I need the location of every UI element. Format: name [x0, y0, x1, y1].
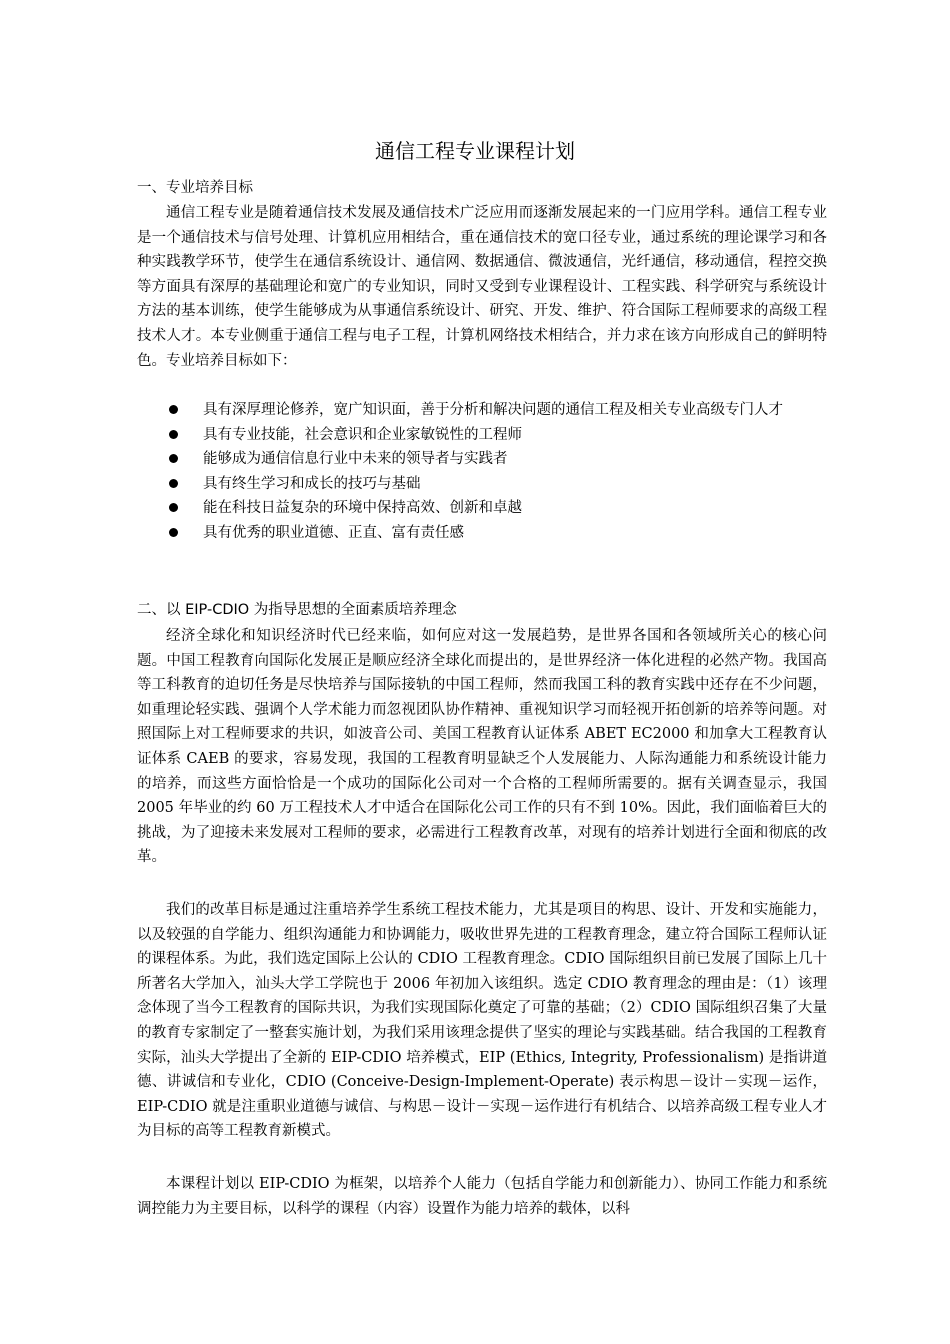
bullet-item — [137, 423, 827, 448]
bullet-dot-icon — [169, 528, 178, 537]
bullet-dot-icon — [169, 430, 178, 439]
document-title: 通信工程专业课程计划 — [375, 139, 575, 163]
bullet-text: 具有深厚理论修养，宽广知识面，善于分析和解决问题的通信工程及相关专业高级专门人才 — [203, 402, 783, 418]
bullet-dot-icon — [169, 454, 178, 463]
bullet-text: 具有专业技能，社会意识和企业家敏锐性的工程师 — [203, 426, 522, 443]
bullet-item — [137, 472, 827, 497]
section-heading-objectives: 一、专业培养目标 — [137, 180, 253, 196]
eip-cdio-paragraph-2: 我们的改革目标是通过注重培养学生系统工程技术能力，尤其是项目的构思、设计、开发和实施能力，以及较强的自学能力、组织沟通能力和协调能力，吸收世界先进的工程教育理念，建立符合国际工程师认证的课程体系。为此，我们选定国际上公认的 CDIO 工程教育理念。CDIO 国际组织目前已发展了国际上几十所著名大学加入，汕头大学工学院也于 2006 年初加入该组织。选定 CDIO 教育理念的理由是：（1）该理念体现了当今工程教育的国际共识，为我们实现国际化奠定了可靠的基础；（2）CDIO 国际组织召集了大量的教育专家制定了一整套实施计划，为我们采用该理念提供了坚实的理论与实践基础。结合我国的工程教育实际，汕头大学提出了全新的 EIP-CDIO 培养模式，EIP (Ethics, Integrity, Professionalism) 是指讲道德、讲诚信和专业化，CDIO (Conceive-Design-Implement-Operate) 表示构思－设计－实现－运作，EIP-CDIO 就是注重职业道德与诚信、与构思－设计－实现－运作进行有机结合、以培养高级工程专业人才为目标的高等工程教育新模式。 — [137, 902, 827, 1140]
objectives-paragraph: 通信工程专业是随着通信技术发展及通信技术广泛应用而逐渐发展起来的一门应用学科。通信工程专业是一个通信技术与信号处理、计算机应用相结合，重在通信技术的宽口径专业，通过系统的理论课学习和各种实践教学环节，使学生在通信系统设计、通信网、数据通信、微波通信，光纤通信，移动通信，程控交换等方面具有深厚的基础理论和宽广的专业知识，同时又受到专业课程设计、工程实践、科学研究与系统设计方法的基本训练，使学生能够成为从事通信系统设计、研究、开发、维护、符合国际工程师要求的高级工程技术人才。本专业侧重于通信工程与电子工程，计算机网络技术相结合，并力求在该方向形成自己的鲜明特色。专业培养目标如下： — [137, 205, 827, 369]
bullet-text: 能在科技日益复杂的环境中保持高效、创新和卓越 — [203, 500, 522, 517]
bullet-text: 能够成为通信信息行业中未来的领导者与实践者 — [203, 451, 508, 468]
eip-cdio-paragraph-3: 本课程计划以 EIP-CDIO 为框架，以培养个人能力（包括自学能力和创新能力）、协同工作能力和系统调控能力为主要目标，以科学的课程（内容）设置作为能力培养的载体，以科 — [137, 1176, 827, 1217]
bullet-item — [137, 496, 827, 521]
bullet-dot-icon — [169, 503, 178, 512]
eip-cdio-paragraph-1: 经济全球化和知识经济时代已经来临，如何应对这一发展趋势，是世界各国和各领域所关心的核心问题。中国工程教育向国际化发展正是顺应经济全球化而提出的，是世界经济一体化进程的必然产物。我国高等工科教育的迫切任务是尽快培养与国际接轨的中国工程师，然而我国工科的教育实践中还存在不少问题，如重理论轻实践、强调个人学术能力而忽视团队协作精神、重视知识学习而轻视开拓创新的培养等问题。对照国际上对工程师要求的共识，如波音公司、美国工程教育认证体系 ABET EC2000 和加拿大工程教育认证体系 CAEB 的要求，容易发现，我国的工程教育明显缺乏个人发展能力、人际沟通能力和系统设计能力的培养，而这些方面恰恰是一个成功的国际化公司对一个合格的工程师所需要的。据有关调查显示，我国 2005 年毕业的约 60 万工程技术人才中适合在国际化公司工作的只有不到 10%。因此，我们面临着巨大的挑战，为了迎接未来发展对工程师的要求，必需进行工程教育改革，对现有的培养计划进行全面和彻底的改革。 — [137, 628, 827, 866]
bullet-dot-icon — [169, 405, 178, 414]
bullet-text: 具有终生学习和成长的技巧与基础 — [203, 475, 421, 492]
bullet-dot-icon — [169, 479, 178, 488]
objectives-bullet-list — [137, 398, 827, 546]
section-heading-eip-cdio: 二、以 EIP-CDIO 为指导思想的全面素质培养理念 — [137, 602, 457, 618]
bullet-text: 具有优秀的职业道德、正直、富有责任感 — [203, 524, 464, 541]
bullet-item — [137, 398, 827, 423]
bullet-item — [137, 447, 827, 472]
bullet-item — [137, 521, 827, 546]
